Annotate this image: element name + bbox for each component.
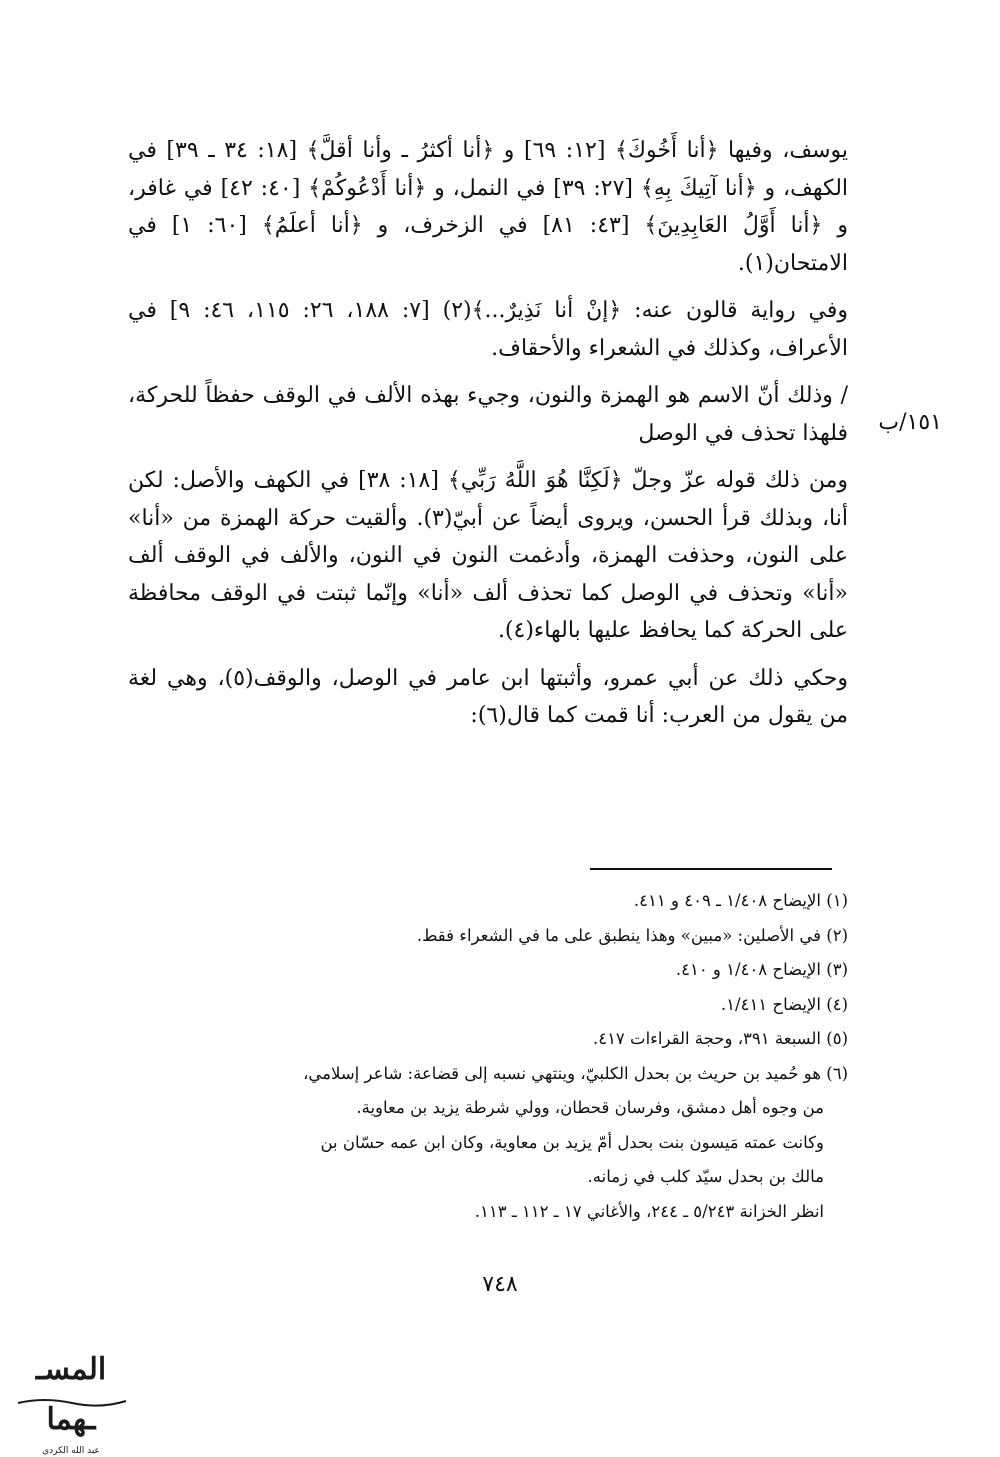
paragraph-2: وفي رواية قالون عنه: ﴿إنْ أنا نَذِيرٌ...﴾(٢) [٧: ١٨٨، ٢٦: ١١٥، ٤٦: ٩] في الأعراف، وكذلك في الشعراء والأحقاف. <box>128 298 849 361</box>
main-text <box>128 132 848 735</box>
watermark-logo <box>8 1345 134 1456</box>
logo-swash-icon <box>14 1395 130 1409</box>
logo-lettering: المسـ ـهما <box>35 1352 107 1437</box>
footnote-separator <box>590 868 832 870</box>
footnotes <box>128 884 848 1229</box>
footnote-6-line-4: مالك بن بحدل سيّد كلب في زمانه. <box>587 1167 824 1186</box>
manuscript-folio-reference: ١٥١/ب <box>878 410 942 435</box>
footnote-4: (٤) الإيضاح ١/٤١١. <box>720 994 848 1014</box>
logo-signature: عبد الله الكردي <box>42 1446 100 1456</box>
footnote-1: (١) الإيضاح ١/٤٠٨ ـ ٤٠٩ و ٤١١. <box>633 891 848 910</box>
footnote-5: (٥) السبعة ٣٩١، وحجة القراءات ٤١٧. <box>592 1029 848 1048</box>
paragraph-1: يوسف، وفيها ﴿أنا أَخُوكَ﴾ [١٢: ٦٩] و ﴿أنا أكثرُ ـ وأنا أقلَّ﴾ [١٨: ٣٤ ـ ٣٩] في الكهف، و ﴿أنا آتِيكَ بِهِ﴾ [٢٧: ٣٩] في النمل، و ﴿أنا أَدْعُوكُمْ﴾ [٤٠: ٤٢] في غافر، و ﴿أنا أَوَّلُ العَابِدِينَ﴾ [٤٣: ٨١] في الزخرف، و ﴿أنا أعلَمُ﴾ [٦٠: ١] في الامتحان(١). <box>128 138 849 276</box>
footnote-6-line-5: انظر الخزانة ٥/٢٤٣ ـ ٢٤٤، والأغاني ١٧ ـ ١١٢ ـ ١١٣. <box>474 1201 824 1221</box>
footnote-6-line-3: وكانت عمته مَيسون بنت بحدل أمّ يزيد بن معاوية، وكان ابن عمه حسّان بن <box>320 1132 824 1152</box>
page-number: ٧٤٨ <box>482 1272 518 1297</box>
footnote-6: (٦) هو حُميد بن حريث بن بحدل الكلبيّ، وينتهي نسبه إلى قضاعة: شاعر إسلامي، <box>303 1063 848 1083</box>
footnote-3: (٣) الإيضاح ١/٤٠٨ و ٤١٠. <box>675 960 848 979</box>
paragraph-3: / وذلك أنّ الاسم هو الهمزة والنون، وجيء بهذه الألف في الوقف حفظاً للحركة، فلهذا تحذف في الوصل <box>128 383 848 446</box>
footnote-2: (٢) في الأصلين: «مبين» وهذا ينطبق على ما في الشعراء فقط. <box>416 925 848 945</box>
footnote-6-line-2: من وجوه أهل دمشق، وفرسان قحطان، وولي شرطة يزيد بن معاوية. <box>356 1098 824 1117</box>
paragraph-4: ومن ذلك قوله عزّ وجلّ ﴿لَكِنَّا هُوَ اللَّهُ رَبِّي﴾ [١٨: ٣٨] في الكهف والأصل: لكن أنا، وبذلك قرأ الحسن، ويروى أيضاً عن أبيّ(٣). وألقيت حركة الهمزة من «أنا» على النون، وحذفت الهمزة، وأدغمت النون في النون، والألف في الوقف ألف «أنا» وتحذف في الوصل كما تحذف ألف «أنا» وإنّما ثبتت في الوقف محافظة على الحركة كما يحافظ عليها بالهاء(٤). <box>128 468 848 643</box>
paragraph-5: وحكي ذلك عن أبي عمرو، وأثبتها ابن عامر في الوصل، والوقف(٥)، وهي لغة من يقول من العرب: أنا قمت كما قال(٦): <box>128 665 848 728</box>
